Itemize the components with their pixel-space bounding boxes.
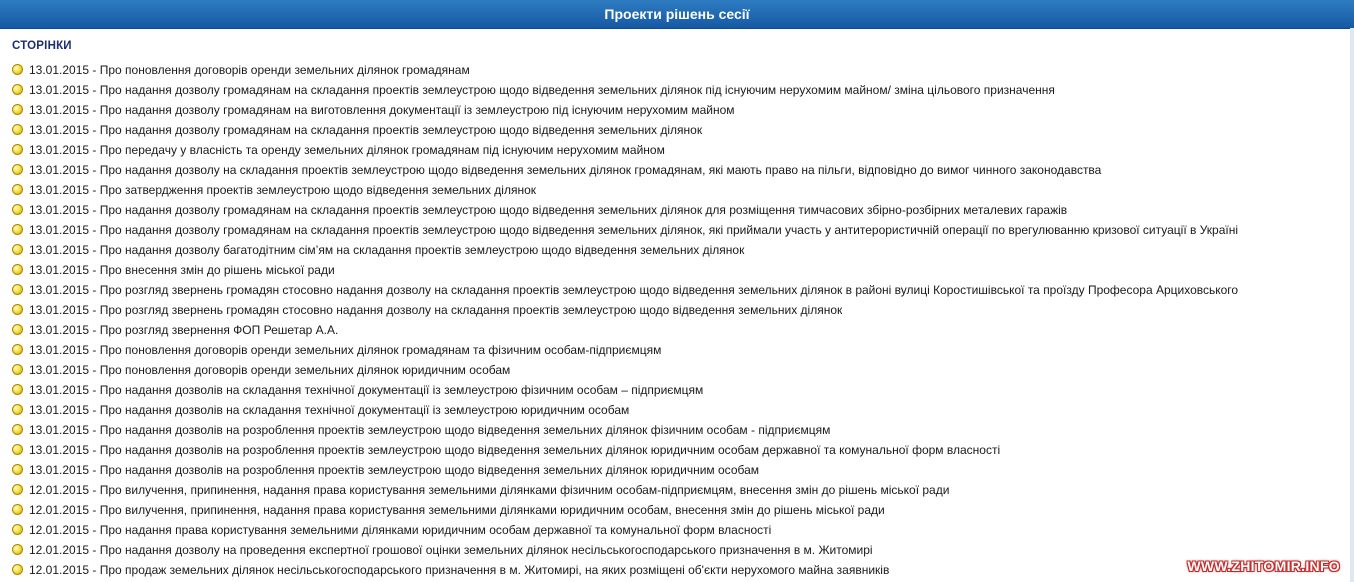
bullet-icon (12, 164, 23, 175)
bullet-icon (12, 144, 23, 155)
list-item[interactable] (12, 340, 1238, 360)
document-link[interactable]: 13.01.2015 - Про надання дозволу громадянам на виготовлення документації із землеустрою під існуючим нерухомим майном (29, 103, 735, 117)
bullet-icon (12, 324, 23, 335)
list-item[interactable] (12, 240, 1238, 260)
document-link[interactable]: 13.01.2015 - Про розгляд звернень громадян стосовно надання дозволу на складання проектів землеустрою щодо відведення земельних ділянок (29, 303, 843, 317)
document-link[interactable]: 12.01.2015 - Про вилучення, припинення, надання права користування земельними ділянками фізичним особам-підприємцям, внесення змін до рішень міської ради (29, 483, 950, 497)
bullet-icon (12, 204, 23, 215)
bullet-icon (12, 244, 23, 255)
bullet-icon (12, 404, 23, 415)
bullet-icon (12, 544, 23, 555)
list-item[interactable] (12, 400, 1238, 420)
document-link[interactable]: 13.01.2015 - Про надання дозволу громадянам на складання проектів землеустрою щодо відведення земельних ділянок, які приймали участь у антитерористичній операції по врегулюванню кризової ситуації в Україні (29, 223, 1239, 237)
document-link[interactable]: 13.01.2015 - Про надання дозволу громадянам на складання проектів землеустрою щодо відведення земельних ділянок під існуючим нерухомим майном/ зміна цільового призначення (29, 83, 1055, 97)
document-link[interactable]: 13.01.2015 - Про надання дозволів на розроблення проектів землеустрою щодо відведення земельних ділянок фізичним особам - підприємцям (29, 423, 831, 437)
document-link[interactable]: 13.01.2015 - Про надання дозволу громадянам на складання проектів землеустрою щодо відведення земельних ділянок (29, 123, 703, 137)
document-link[interactable]: 12.01.2015 - Про вилучення, припинення, надання права користування земельними ділянками юридичним особам, внесення змін до рішень міської ради (29, 503, 885, 517)
bullet-icon (12, 224, 23, 235)
list-item[interactable] (12, 560, 1238, 580)
bullet-icon (12, 424, 23, 435)
document-link[interactable]: 13.01.2015 - Про поновлення договорів оренди земельних ділянок громадянам (29, 63, 470, 77)
list-item[interactable] (12, 160, 1238, 180)
bullet-icon (12, 84, 23, 95)
bullet-icon (12, 464, 23, 475)
document-list (12, 60, 1238, 580)
bullet-icon (12, 444, 23, 455)
list-item[interactable] (12, 480, 1238, 500)
document-link[interactable]: 13.01.2015 - Про розгляд звернень громадян стосовно надання дозволу на складання проектів землеустрою щодо відведення земельних ділянок в районі вулиці Коростишівської та проїзду Професора Арциховського (29, 283, 1239, 297)
bullet-icon (12, 564, 23, 575)
bullet-icon (12, 104, 23, 115)
document-link[interactable]: 12.01.2015 - Про продаж земельних ділянок несільськогосподарського призначення в м. Житомирі, на яких розміщені об'єкти нерухомого майна заявників (29, 563, 890, 577)
document-link[interactable]: 13.01.2015 - Про передачу у власність та оренду земельних ділянок громадянам під існуючим нерухомим майном (29, 143, 665, 157)
list-item[interactable] (12, 200, 1238, 220)
page-header (0, 0, 1354, 29)
bullet-icon (12, 264, 23, 275)
bullet-icon (12, 504, 23, 515)
list-item[interactable] (12, 120, 1238, 140)
section-title: СТОРІНКИ (12, 40, 72, 52)
bullet-icon (12, 364, 23, 375)
document-link[interactable]: 13.01.2015 - Про поновлення договорів оренди земельних ділянок громадянам та фізичним особам-підприємцям (29, 343, 662, 357)
document-link[interactable]: 13.01.2015 - Про надання дозволів на складання технічної документації із землеустрою фізичним особам – підприємцям (29, 383, 704, 397)
header-title: Проекти рішень сесії (604, 6, 750, 22)
bullet-icon (12, 284, 23, 295)
document-link[interactable]: 12.01.2015 - Про надання права користування земельними ділянками юридичним особам державної та комунальної форм власності (29, 523, 772, 537)
list-item[interactable] (12, 140, 1238, 160)
list-item[interactable] (12, 60, 1238, 80)
bullet-icon (12, 344, 23, 355)
list-item[interactable] (12, 520, 1238, 540)
list-item[interactable] (12, 100, 1238, 120)
bullet-icon (12, 304, 23, 315)
document-link[interactable]: 13.01.2015 - Про надання дозволів на розроблення проектів землеустрою щодо відведення земельних ділянок юридичним особам (29, 463, 760, 477)
list-item[interactable] (12, 280, 1238, 300)
list-item[interactable] (12, 500, 1238, 520)
list-item[interactable] (12, 540, 1238, 560)
list-item[interactable] (12, 180, 1238, 200)
document-link[interactable]: 13.01.2015 - Про затвердження проектів землеустрою щодо відведення земельних ділянок (29, 183, 537, 197)
list-item[interactable] (12, 440, 1238, 460)
document-link[interactable]: 13.01.2015 - Про надання дозволів на складання технічної документації із землеустрою юридичним особам (29, 403, 630, 417)
list-item[interactable] (12, 300, 1238, 320)
bullet-icon (12, 384, 23, 395)
document-link[interactable]: 13.01.2015 - Про розгляд звернення ФОП Решетар А.А. (29, 323, 339, 337)
bullet-icon (12, 484, 23, 495)
list-item[interactable] (12, 380, 1238, 400)
list-item[interactable] (12, 420, 1238, 440)
document-link[interactable]: 13.01.2015 - Про надання дозволу багатодітним сім’ям на складання проектів землеустрою щодо відведення земельних ділянок (29, 243, 745, 257)
bullet-icon (12, 184, 23, 195)
list-item[interactable] (12, 320, 1238, 340)
document-link[interactable]: 12.01.2015 - Про надання дозволу на проведення експертної грошової оцінки земельних ділянок несільськогосподарського призначення в м. Житомирі (29, 543, 873, 557)
bullet-icon (12, 124, 23, 135)
bullet-icon (12, 64, 23, 75)
document-link[interactable]: 13.01.2015 - Про поновлення договорів оренди земельних ділянок юридичним особам (29, 363, 511, 377)
list-item[interactable] (12, 360, 1238, 380)
list-item[interactable] (12, 460, 1238, 480)
scrollbar-track[interactable] (1350, 28, 1354, 582)
document-link[interactable]: 13.01.2015 - Про надання дозволу громадянам на складання проектів землеустрою щодо відведення земельних ділянок для розміщення тимчасових збірно-розбірних металевих гаражів (29, 203, 1068, 217)
document-link[interactable]: 13.01.2015 - Про надання дозволу на складання проектів землеустрою щодо відведення земельних ділянок громадянам, які мають право на пільги, відповідно до вимог чинного законодавства (29, 163, 1102, 177)
bullet-icon (12, 524, 23, 535)
document-link[interactable]: 13.01.2015 - Про надання дозволів на розроблення проектів землеустрою щодо відведення земельних ділянок юридичним особам державної та комунальної форм власності (29, 443, 1001, 457)
document-link[interactable]: 13.01.2015 - Про внесення змін до рішень міської ради (29, 263, 335, 277)
list-item[interactable] (12, 260, 1238, 280)
list-item[interactable] (12, 220, 1238, 240)
watermark-logo: WWW.ZHITOMIR.INFO (1187, 558, 1340, 574)
list-item[interactable] (12, 80, 1238, 100)
